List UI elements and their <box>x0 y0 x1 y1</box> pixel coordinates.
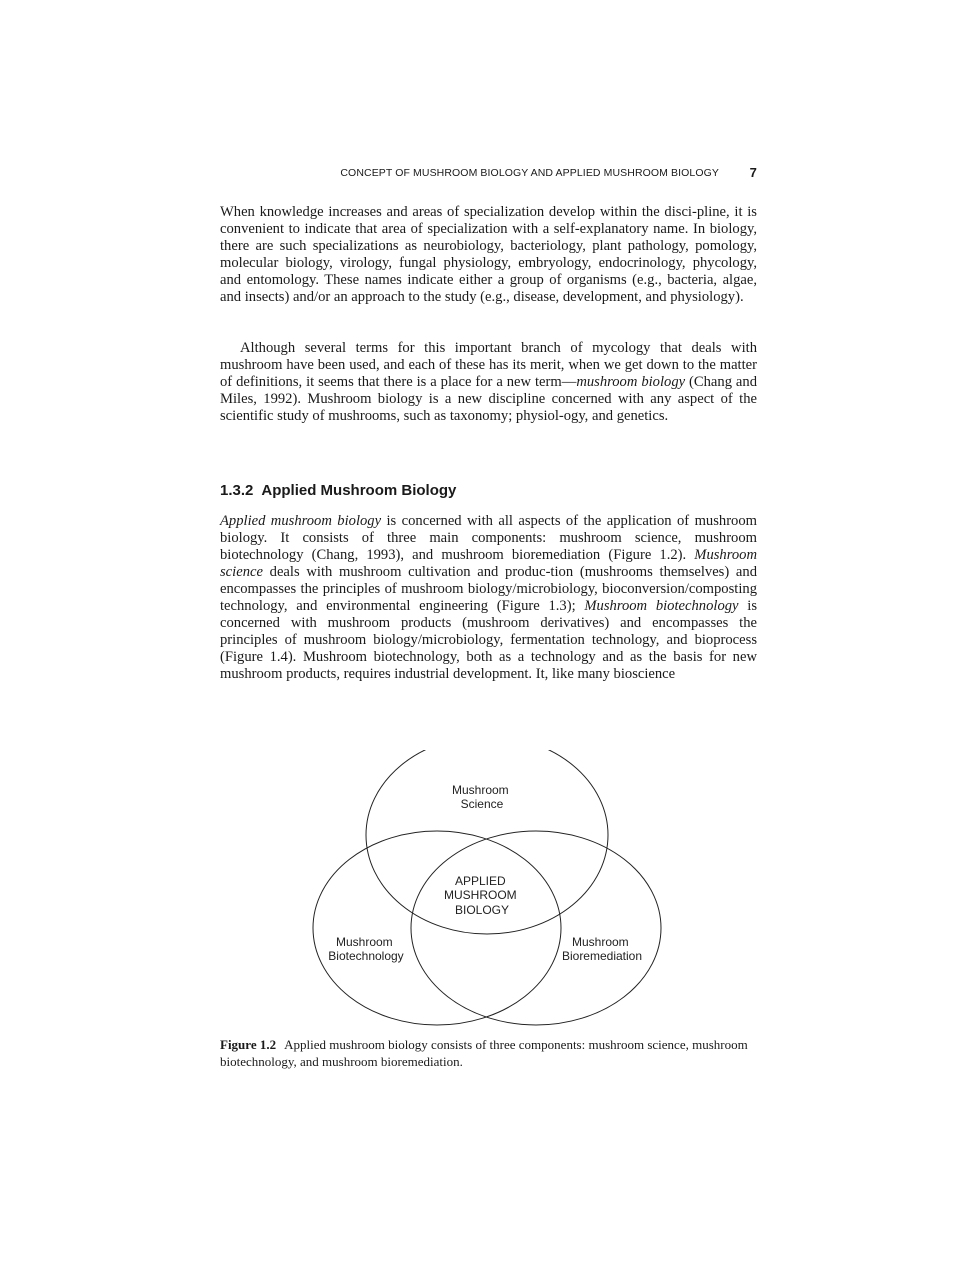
caption-text: Applied mushroom biology consists of three components: mushroom science, mushroom biotechnology, and mushroom bioremediation. <box>220 1037 748 1069</box>
circle-mushroom-biotechnology <box>313 831 561 1025</box>
paragraph-specialization: When knowledge increases and areas of specialization develop within the disci-pline, it is convenient to indicate that area of specialization with a self-explanatory name. In biology, there are such specializations as neurobiology, bacteriology, plant pathology, pomology, molecular biology, virology, fungal physiology, embryology, endocrinology, phycology, and entomology. These names indicate either a group of organisms (e.g., bacteria, algae, and insects) and/or an approach to the study (e.g., disease, development, and physiology). <box>220 204 757 306</box>
term-mushroom-biotechnology: Mushroom biotechnology <box>584 598 739 615</box>
running-head-title: CONCEPT OF MUSHROOM BIOLOGY AND APPLIED MUSHROOM BIOLOGY <box>340 167 719 179</box>
label-mushroom-biotechnology: Mushroom Biotechnology <box>328 935 404 963</box>
label-mushroom-bioremediation: Mushroom Bioremediation <box>561 935 643 963</box>
page-number: 7 <box>749 165 757 180</box>
term-applied-mushroom-biology: Applied mushroom biology <box>220 513 382 529</box>
running-head <box>220 166 757 182</box>
label-mushroom-science: Mushroom Science <box>451 783 509 811</box>
term-mushroom-science: Mushroom science <box>220 547 757 581</box>
section-heading <box>220 482 456 499</box>
label-applied-mushroom-biology: APPLIED MUSHROOM BIOLOGY <box>443 874 517 917</box>
term-mushroom-biology: mushroom biology <box>576 374 686 391</box>
paragraph-text: is concerned with mushroom products (mushroom derivatives) and encompasses the principles of mushroom biology/microbiology, fermentation technology, and bioprocess (Figure 1.4). Mushroom biotechnology, both as a technology and as the basis for new mushroom products, requires industrial development. It, like many bioscience <box>220 598 757 683</box>
figure-label: Figure 1.2 <box>220 1037 277 1052</box>
paragraph-text: deals with mushroom cultivation and produc-tion (mushrooms themselves) and encompasses the principles of mushroom biology/microbiology, bioconversion/composting technology, and environmental engineering (Figure 1.3); <box>220 564 757 615</box>
figure-caption <box>220 1036 757 1070</box>
paragraph-text: is concerned with all aspects of the application of mushroom biology. It consists of three main components: mushroom science, mushroom biotechnology (Chang, 1993), and mushroom bioremediation (Figure 1.2). <box>220 513 757 564</box>
paragraph-text: Although several terms for this important branch of mycology that deals with mushroom have been used, and each of these has its merit, when we get down to the matter of definitions, it seems that there is a place for a new term— <box>220 340 757 391</box>
section-title: Applied Mushroom Biology <box>261 482 457 499</box>
section-number: 1.3.2 <box>220 482 254 499</box>
paragraph-mushroom-biology-term <box>220 340 757 425</box>
circle-mushroom-bioremediation <box>411 831 661 1025</box>
venn-diagram <box>300 750 680 1035</box>
paragraph-text: (Chang and Miles, 1992). Mushroom biology is a new discipline concerned with any aspect of the scientific study of mushrooms, such as taxonomy; physiol-ogy, and genetics. <box>220 374 757 425</box>
paragraph-applied-mushroom-biology <box>220 513 757 683</box>
